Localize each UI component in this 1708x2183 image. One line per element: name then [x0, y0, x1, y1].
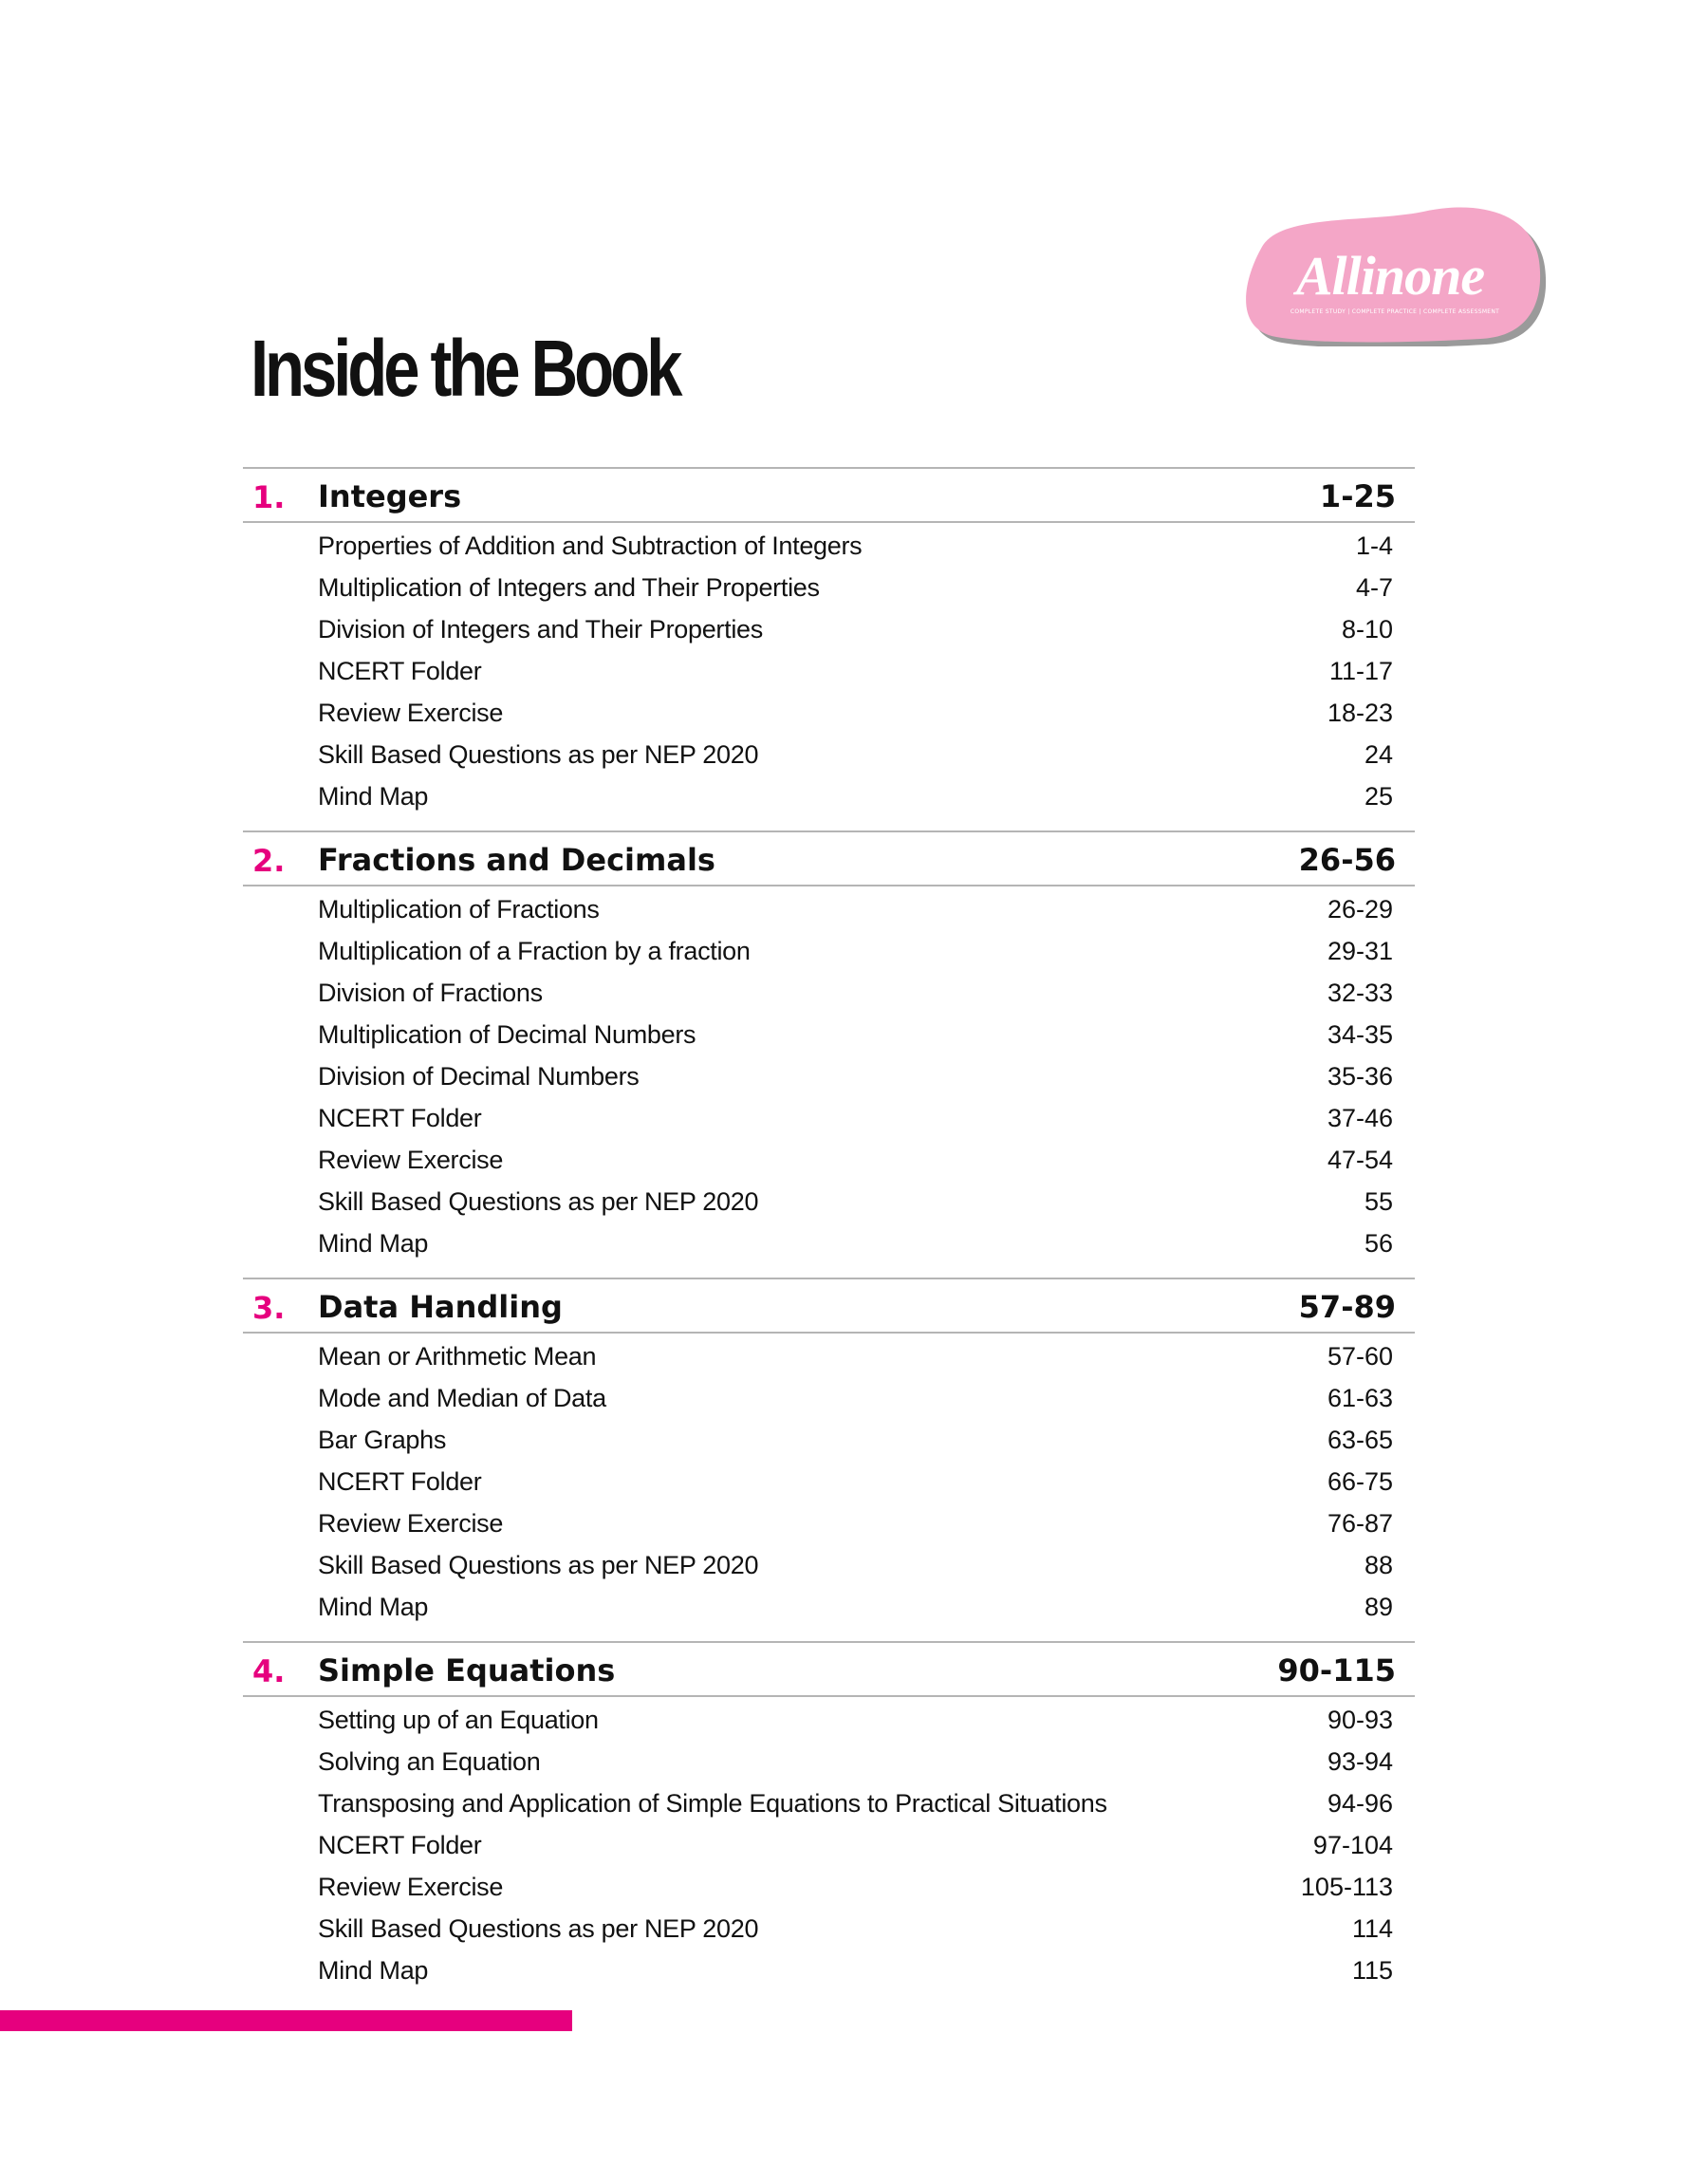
- topic-row: [243, 1699, 1415, 1741]
- topic-list: [243, 523, 1415, 830]
- topic-page-range: 93-94: [1327, 1747, 1393, 1776]
- topic-row: [243, 775, 1415, 817]
- topic-page-range: 29-31: [1327, 937, 1393, 965]
- topic-row: [243, 1055, 1415, 1097]
- chapter-page-range: 57-89: [1298, 1289, 1396, 1325]
- pink-accent-bar: [0, 2010, 572, 2031]
- topic-row: [243, 734, 1415, 775]
- table-of-contents: [243, 467, 1415, 2005]
- topic-page-range: 115: [1351, 1956, 1393, 1985]
- chapter-heading: [243, 1278, 1415, 1334]
- topic-page-range: 97-104: [1312, 1831, 1393, 1859]
- topic-row: [243, 1782, 1415, 1824]
- topic-row: [243, 650, 1415, 692]
- topic-row: [243, 1866, 1415, 1908]
- topic-list: [243, 886, 1415, 1278]
- chapter-title: Fractions and Decimals: [318, 842, 715, 878]
- topic-page-range: 35-36: [1327, 1062, 1393, 1091]
- topic-title: Multiplication of Integers and Their Properties: [318, 573, 820, 602]
- topic-row: [243, 1222, 1415, 1264]
- topic-page-range: 66-75: [1327, 1467, 1393, 1496]
- topic-row: [243, 1181, 1415, 1222]
- topic-page-range: 37-46: [1327, 1104, 1393, 1132]
- topic-page-range: 8-10: [1341, 615, 1393, 644]
- topic-title: Mind Map: [318, 1956, 429, 1985]
- logo-tagline: COMPLETE STUDY | COMPLETE PRACTICE | COMPLETE ASSESSMENT: [1290, 308, 1500, 315]
- topic-title: Review Exercise: [318, 1873, 504, 1901]
- topic-page-range: 18-23: [1327, 699, 1393, 727]
- chapter-number: 1.: [252, 479, 286, 515]
- chapter-number: 2.: [252, 843, 286, 879]
- topic-page-range: 63-65: [1327, 1426, 1393, 1454]
- topic-row: [243, 1824, 1415, 1866]
- chapter-title: Data Handling: [318, 1289, 563, 1325]
- topic-title: Multiplication of a Fraction by a fraction: [318, 937, 751, 965]
- topic-title: Review Exercise: [318, 1146, 504, 1174]
- topic-page-range: 24: [1364, 740, 1393, 769]
- topic-title: Properties of Addition and Subtraction of Integers: [318, 532, 863, 560]
- topic-title: Mode and Median of Data: [318, 1384, 606, 1412]
- topic-title: NCERT Folder: [318, 657, 482, 685]
- chapter-heading: [243, 467, 1415, 523]
- topic-title: Bar Graphs: [318, 1426, 447, 1454]
- topic-page-range: 89: [1364, 1593, 1393, 1621]
- topic-page-range: 32-33: [1327, 979, 1393, 1007]
- topic-title: Mean or Arithmetic Mean: [318, 1342, 597, 1371]
- chapter-number: 4.: [252, 1653, 286, 1689]
- topic-row: [243, 567, 1415, 608]
- topic-title: Division of Decimal Numbers: [318, 1062, 640, 1091]
- topic-title: Mind Map: [318, 1593, 429, 1621]
- topic-row: [243, 972, 1415, 1014]
- topic-title: Skill Based Questions as per NEP 2020: [318, 740, 759, 769]
- topic-page-range: 61-63: [1327, 1384, 1393, 1412]
- topic-row: [243, 1139, 1415, 1181]
- topic-list: [243, 1697, 1415, 2005]
- topic-row: [243, 1461, 1415, 1502]
- topic-title: Skill Based Questions as per NEP 2020: [318, 1914, 759, 1943]
- allinone-logo: [1224, 195, 1547, 346]
- page-title: Inside the Book: [251, 324, 679, 413]
- topic-page-range: 105-113: [1300, 1873, 1393, 1901]
- topic-list: [243, 1334, 1415, 1641]
- topic-page-range: 4-7: [1355, 573, 1393, 602]
- topic-title: Multiplication of Decimal Numbers: [318, 1020, 696, 1049]
- topic-row: [243, 608, 1415, 650]
- topic-title: NCERT Folder: [318, 1467, 482, 1496]
- topic-page-range: 25: [1364, 782, 1393, 811]
- chapter-title: Integers: [318, 478, 462, 514]
- topic-row: [243, 1741, 1415, 1782]
- topic-title: Skill Based Questions as per NEP 2020: [318, 1187, 759, 1216]
- chapter-number: 3.: [252, 1290, 286, 1326]
- topic-row: [243, 1014, 1415, 1055]
- topic-page-range: 114: [1351, 1914, 1393, 1943]
- topic-page-range: 34-35: [1327, 1020, 1393, 1049]
- topic-row: [243, 1419, 1415, 1461]
- chapter-page-range: 90-115: [1277, 1652, 1396, 1689]
- chapter-heading: [243, 830, 1415, 886]
- topic-page-range: 55: [1364, 1187, 1393, 1216]
- topic-row: [243, 1335, 1415, 1377]
- topic-title: Setting up of an Equation: [318, 1706, 599, 1734]
- topic-title: Mind Map: [318, 782, 429, 811]
- topic-title: Division of Integers and Their Properties: [318, 615, 763, 644]
- topic-row: [243, 1950, 1415, 1991]
- topic-page-range: 88: [1364, 1551, 1393, 1579]
- chapter-title: Simple Equations: [318, 1652, 616, 1689]
- topic-page-range: 90-93: [1327, 1706, 1393, 1734]
- topic-title: Division of Fractions: [318, 979, 543, 1007]
- topic-row: [243, 1544, 1415, 1586]
- topic-row: [243, 692, 1415, 734]
- chapter-heading: [243, 1641, 1415, 1697]
- topic-row: [243, 1502, 1415, 1544]
- topic-title: Solving an Equation: [318, 1747, 541, 1776]
- topic-title: Skill Based Questions as per NEP 2020: [318, 1551, 759, 1579]
- topic-row: [243, 1377, 1415, 1419]
- topic-row: [243, 525, 1415, 567]
- topic-page-range: 94-96: [1327, 1789, 1393, 1818]
- topic-title: Review Exercise: [318, 699, 504, 727]
- topic-title: Mind Map: [318, 1229, 429, 1258]
- topic-title: Review Exercise: [318, 1509, 504, 1538]
- topic-row: [243, 888, 1415, 930]
- topic-page-range: 56: [1364, 1229, 1393, 1258]
- topic-row: [243, 930, 1415, 972]
- topic-page-range: 76-87: [1327, 1509, 1393, 1538]
- chapter-page-range: 26-56: [1298, 842, 1396, 878]
- topic-title: NCERT Folder: [318, 1831, 482, 1859]
- topic-row: [243, 1097, 1415, 1139]
- topic-title: NCERT Folder: [318, 1104, 482, 1132]
- topic-page-range: 57-60: [1327, 1342, 1393, 1371]
- logo-wordmark: Allinone: [1295, 245, 1485, 307]
- topic-row: [243, 1908, 1415, 1950]
- topic-row: [243, 1586, 1415, 1628]
- topic-title: Transposing and Application of Simple Equations to Practical Situations: [318, 1789, 1107, 1818]
- topic-page-range: 26-29: [1327, 895, 1393, 924]
- topic-page-range: 47-54: [1327, 1146, 1393, 1174]
- chapter-page-range: 1-25: [1319, 478, 1396, 514]
- topic-page-range: 11-17: [1328, 657, 1393, 685]
- topic-page-range: 1-4: [1355, 532, 1393, 560]
- topic-title: Multiplication of Fractions: [318, 895, 600, 924]
